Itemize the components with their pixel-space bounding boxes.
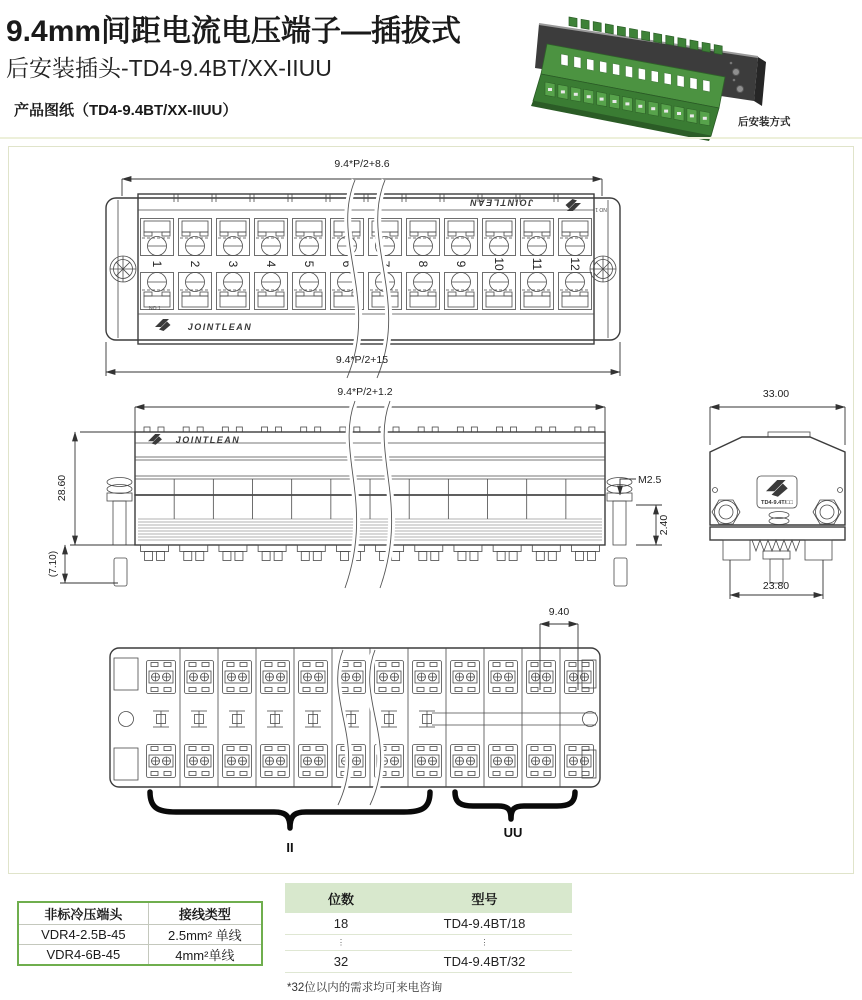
- position-number: 11: [530, 257, 544, 271]
- position-number: 4: [264, 260, 278, 268]
- accessory-col-header: 非标冷压端头: [18, 902, 148, 925]
- solder-pin: [180, 545, 208, 561]
- solder-pin: [571, 545, 599, 561]
- end-screw-left: [110, 256, 136, 282]
- ii-link: [419, 711, 435, 727]
- page-title: 9.4mm间距电流电压端子—插拔式: [6, 15, 462, 48]
- contact-cell: [223, 745, 252, 778]
- terminal-clamp: [407, 273, 440, 310]
- contact-cell: [565, 661, 594, 694]
- solder-pin: [532, 545, 560, 561]
- end-screw-right: [590, 256, 616, 282]
- panel-screw-left: [107, 478, 132, 587]
- solder-pin: [493, 545, 521, 561]
- ii-link: [267, 711, 283, 727]
- no1-marker-top: NO 1: [595, 206, 607, 212]
- position-dividers: [174, 479, 566, 519]
- solder-pin: [219, 545, 247, 561]
- brand-logo: [155, 319, 252, 332]
- position-number: 12: [568, 257, 582, 271]
- tooth: [605, 24, 613, 34]
- table-row: [18, 945, 262, 966]
- product-photo-caption: 后安装方式: [738, 116, 791, 128]
- contact-cell: [261, 661, 290, 694]
- contact-cell: [527, 661, 556, 694]
- end-cap-left: [114, 658, 138, 780]
- ii-link: [381, 711, 397, 727]
- contact-dot: [625, 102, 629, 105]
- housing-tab: [536, 427, 556, 432]
- wire-type: 4mm²单线: [148, 945, 262, 966]
- tooth: [569, 17, 577, 27]
- terminal-clamp: [559, 273, 592, 310]
- terminal-clamp: [179, 219, 212, 256]
- tooth: [678, 38, 686, 48]
- product-photo: [533, 0, 862, 136]
- terminal-clamp: [217, 273, 250, 310]
- hex-nut-right: [813, 500, 841, 524]
- contact-dot: [561, 90, 565, 93]
- slot: [613, 63, 620, 75]
- ordering-table: [285, 883, 572, 973]
- housing-tab: [457, 427, 477, 432]
- solder-pin: [258, 545, 286, 561]
- terminal-clamp: [293, 219, 326, 256]
- terminal-clamp: [483, 273, 516, 310]
- contact-dot: [677, 112, 681, 115]
- tooth: [714, 45, 722, 55]
- drawing-front-view: [50, 383, 680, 601]
- slot: [561, 54, 568, 66]
- contact-dot: [703, 117, 707, 120]
- housing-tab: [497, 427, 517, 432]
- contact-dot: [574, 93, 578, 96]
- uu-links: [432, 713, 596, 725]
- position-number: 2: [188, 260, 202, 268]
- positions-value: 32: [285, 951, 397, 973]
- contact-cell: [261, 745, 290, 778]
- terminal-clamp: [255, 273, 288, 310]
- dim-height-label: 28.60: [56, 474, 68, 502]
- group-label-ii: II: [286, 840, 294, 855]
- contact-dot: [638, 105, 642, 108]
- contact-cell: [413, 745, 442, 778]
- dim-pin-label: (7.10): [48, 550, 59, 578]
- clamp-row-bottom: [141, 273, 592, 310]
- dim-top-label: 9.4*P/2+8.6: [334, 158, 390, 170]
- drawing-bottom-view: [98, 602, 623, 858]
- terminal-clamp: [521, 273, 554, 310]
- terminal-clamp: [407, 219, 440, 256]
- accessory-model: VDR4-6B-45: [18, 945, 148, 966]
- terminal-clamp: [141, 219, 174, 256]
- panel-screw-right: [607, 478, 632, 587]
- page-subtitle: 后安装插头-TD4-9.4BT/XX-IIUU: [6, 55, 332, 81]
- position-number: 8: [416, 260, 430, 268]
- terminal-clamp: [217, 219, 250, 256]
- contact-cell: [299, 745, 328, 778]
- housing-tab: [262, 427, 282, 432]
- wire-type: 2.5mm² 单线: [148, 925, 262, 945]
- accessory-model: VDR4-2.5B-45: [18, 925, 148, 945]
- contact-cell: [299, 661, 328, 694]
- hatch-band: [138, 519, 602, 540]
- slot: [677, 75, 684, 87]
- contact-dot: [548, 88, 552, 91]
- slot: [587, 59, 594, 71]
- contact-dot: [690, 114, 694, 117]
- terminal-clamp: [255, 219, 288, 256]
- hex-nut-left: [712, 500, 740, 524]
- contact-cell: [489, 661, 518, 694]
- header-divider: [0, 137, 862, 139]
- tooth: [581, 19, 589, 29]
- contact-cell: [147, 661, 176, 694]
- slot: [703, 80, 710, 92]
- slot: [574, 56, 581, 68]
- terminal-clamp: [141, 273, 174, 310]
- contact-dot: [664, 110, 668, 113]
- tooth: [630, 29, 638, 39]
- contact-cell: [451, 745, 480, 778]
- table-row-ellipsis: [285, 935, 572, 951]
- contact-cell: [565, 745, 594, 778]
- no1-marker-bottom: NO 1: [149, 306, 161, 312]
- svg-text:JOINTLEAN: JOINTLEAN: [175, 435, 241, 445]
- ellipsis: ⋮: [397, 935, 572, 951]
- position-number: 6: [340, 260, 354, 268]
- dim-thread-label: M2.5: [638, 474, 662, 486]
- contact-dot: [587, 95, 591, 98]
- housing-tab: [183, 427, 203, 432]
- terminal-clamp: [445, 219, 478, 256]
- tooth: [666, 35, 674, 45]
- contact-dot: [600, 98, 604, 101]
- accessory-table: [17, 901, 263, 966]
- tooth: [690, 40, 698, 50]
- position-number: 10: [492, 257, 506, 271]
- ii-link: [191, 711, 207, 727]
- table-header-row: [18, 902, 262, 925]
- slot: [600, 61, 607, 73]
- terminal-clamp: [521, 219, 554, 256]
- solder-pin: [297, 545, 325, 561]
- footnote: *32位以内的需求均可来电咨询: [287, 982, 443, 994]
- terminal-clamp: [293, 273, 326, 310]
- tooth: [642, 31, 650, 41]
- dim-pitch-label: 9.40: [548, 606, 570, 618]
- contact-cell: [223, 661, 252, 694]
- solder-pin: [141, 545, 169, 561]
- tooth: [702, 42, 710, 52]
- slot: [626, 66, 633, 78]
- drawing-side-view: [693, 383, 858, 611]
- model-value: TD4-9.4BT/18: [397, 913, 572, 935]
- contact-cell: [527, 745, 556, 778]
- dim-screw-label: 2.40: [658, 514, 670, 536]
- dim-width-label: 33.00: [762, 388, 790, 400]
- terminal-clamp: [445, 273, 478, 310]
- table-row: [285, 913, 572, 935]
- position-number: 7: [378, 260, 392, 268]
- slot: [651, 70, 658, 82]
- section-label: 产品图纸（TD4-9.4BT/XX-IIUU）: [14, 102, 238, 119]
- group-brace-ii: [150, 792, 430, 828]
- terminal-clamp: [483, 219, 516, 256]
- slot: [690, 78, 697, 90]
- terminal-clamp: [369, 219, 402, 256]
- position-number: 5: [302, 260, 316, 268]
- brand-logo-mirrored: [469, 198, 581, 212]
- positions-value: 18: [285, 913, 397, 935]
- tooth: [654, 33, 662, 43]
- table-row: [18, 925, 262, 945]
- tooth: [593, 22, 601, 32]
- contact-cell: [413, 661, 442, 694]
- housing-tabs: [144, 427, 595, 432]
- part-label: TD4-9.4T/□□: [761, 500, 793, 506]
- ellipsis: ⋮: [285, 935, 397, 951]
- position-number: 1: [150, 260, 164, 268]
- housing-tab: [144, 427, 164, 432]
- drawing-top-view: [85, 150, 630, 382]
- table-header-row: [285, 883, 572, 913]
- dim-top-label: 9.4*P/2+1.2: [337, 386, 393, 398]
- group-label-uu: UU: [503, 825, 523, 840]
- group-brace-uu: [455, 792, 575, 819]
- model-col-header: 型号: [397, 883, 572, 913]
- housing-tab: [418, 427, 438, 432]
- contact-cell: [185, 661, 214, 694]
- tooth: [617, 26, 625, 36]
- dim-bottom-label: 23.80: [762, 580, 790, 592]
- ii-link: [305, 711, 321, 727]
- ii-link: [229, 711, 245, 727]
- contact-cell: [375, 661, 404, 694]
- contact-cell: [185, 745, 214, 778]
- positions-col-header: 位数: [285, 883, 397, 913]
- wiretype-col-header: 接线类型: [148, 902, 262, 925]
- solder-pins: [141, 545, 600, 561]
- contact-cell: [451, 661, 480, 694]
- svg-text:JOINTLEAN: JOINTLEAN: [187, 322, 253, 332]
- solder-pin: [415, 545, 443, 561]
- leg-left: [723, 540, 750, 560]
- ii-link: [153, 711, 169, 727]
- housing-tab: [301, 427, 321, 432]
- housing-tab: [222, 427, 242, 432]
- contact-dot: [651, 107, 655, 110]
- solder-pin: [454, 545, 482, 561]
- table-row: [285, 951, 572, 973]
- leg-right: [805, 540, 832, 560]
- slot: [664, 73, 671, 85]
- terminal-clamp: [559, 219, 592, 256]
- position-numbers: [150, 257, 582, 271]
- contact-cell: [489, 745, 518, 778]
- dim-bottom-label: 9.4*P/2+15: [335, 354, 389, 366]
- contact-dot: [613, 100, 617, 103]
- clamp-row-top: [141, 219, 592, 256]
- slot: [638, 68, 645, 80]
- svg-text:JOINTLEAN: JOINTLEAN: [468, 197, 534, 208]
- position-number: 9: [454, 260, 468, 268]
- housing-tab: [575, 427, 595, 432]
- model-value: TD4-9.4BT/32: [397, 951, 572, 973]
- position-number: 3: [226, 260, 240, 268]
- contact-cell: [147, 745, 176, 778]
- terminal-clamp: [179, 273, 212, 310]
